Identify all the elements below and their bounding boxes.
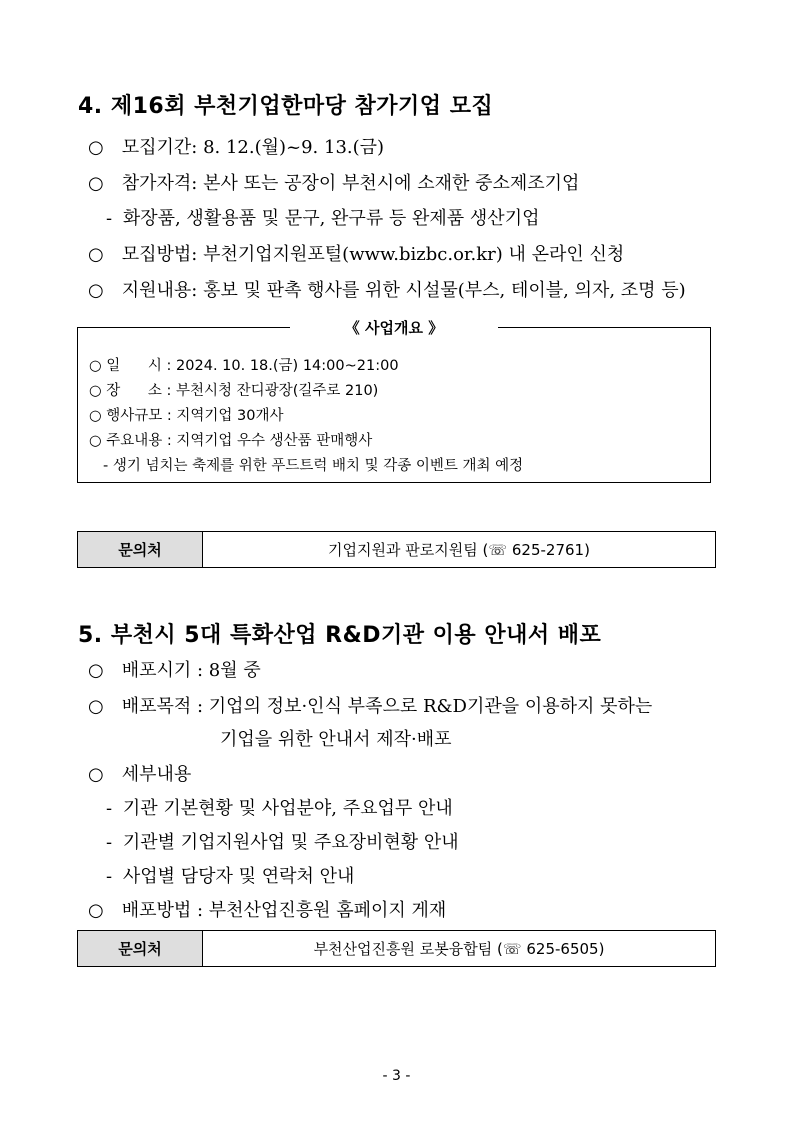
list-item-text: 기관별 기업지원사업 및 주요장비현황 안내 — [122, 832, 459, 853]
list-item — [88, 656, 261, 682]
list-item — [88, 692, 652, 718]
bullet-dash: - — [103, 458, 109, 474]
list-item-text: 배포방법 : 부천산업진흥원 홈페이지 게재 — [121, 900, 447, 921]
bullet-circle: ○ — [88, 660, 104, 681]
overview-row — [89, 404, 284, 425]
bullet-circle: ○ — [88, 244, 104, 265]
overview-row-text: 생기 넘치는 축제를 위한 푸드트럭 배치 및 각종 이벤트 개최 예정 — [112, 458, 524, 474]
overview-row — [89, 429, 372, 450]
bullet-circle: ○ — [89, 433, 102, 449]
list-item-text: 세부내용 — [121, 764, 192, 785]
section-4-title: 4. 제16회 부천기업한마당 참가기업 모집 — [78, 94, 494, 119]
overview-row-text: 행사규모 : 지역기업 30개사 — [106, 408, 284, 424]
list-item — [88, 276, 686, 302]
list-item — [88, 133, 384, 159]
list-item-text: 화장품, 생활용품 및 문구, 완구류 등 완제품 생산기업 — [122, 208, 540, 229]
bullet-dash: - — [106, 832, 113, 853]
contact-label: 문의처 — [78, 931, 203, 966]
bullet-circle: ○ — [88, 696, 104, 717]
bullet-dash: - — [106, 798, 113, 819]
overview-row-text: 주요내용 : 지역기업 우수 생산품 판매행사 — [106, 433, 373, 449]
bullet-circle: ○ — [88, 900, 104, 921]
bullet-circle: ○ — [88, 280, 104, 301]
bullet-circle: ○ — [89, 383, 102, 399]
overview-row-text: 일 시 : 2024. 10. 18.(금) 14:00~21:00 — [106, 358, 399, 374]
overview-row — [89, 354, 399, 375]
list-item — [88, 760, 191, 786]
list-sub-item — [106, 794, 453, 820]
list-item-text: 지원내용: 홍보 및 판촉 행사를 위한 시설물(부스, 테이블, 의자, 조명 등) — [121, 280, 686, 301]
bullet-dash: - — [106, 208, 113, 229]
list-item-continuation: 기업을 위한 안내서 제작·배포 — [220, 729, 452, 750]
list-sub-item — [106, 828, 459, 854]
overview-row — [89, 379, 378, 400]
list-item-text: 모집기간: 8. 12.(월)~9. 13.(금) — [121, 137, 385, 158]
list-item-text: 배포시기 : 8월 중 — [121, 660, 261, 681]
bullet-circle: ○ — [89, 358, 102, 374]
list-sub-item — [106, 204, 539, 230]
list-item — [88, 240, 624, 266]
list-item — [88, 169, 579, 195]
bullet-circle: ○ — [88, 137, 104, 158]
bullet-circle: ○ — [88, 173, 104, 194]
bullet-circle: ○ — [88, 764, 104, 785]
section-5-title: 5. 부천시 5대 특화산업 R&D기관 이용 안내서 배포 — [78, 623, 602, 648]
list-item-text: 사업별 담당자 및 연락처 안내 — [122, 866, 355, 887]
contact-table — [77, 930, 716, 967]
contact-value: 부천산업진흥원 로봇융합팀 (☏ 625-6505) — [313, 940, 605, 958]
overview-title: 《 사업개요 》 — [290, 316, 498, 340]
page-number: - 3 - — [382, 1068, 411, 1084]
contact-table — [77, 531, 716, 568]
list-sub-item — [106, 862, 354, 888]
list-item-text: 배포목적 : 기업의 정보·인식 부족으로 R&D기관을 이용하지 못하는 — [121, 696, 653, 717]
overview-row — [103, 454, 523, 475]
bullet-dash: - — [106, 866, 113, 887]
contact-label: 문의처 — [78, 532, 203, 567]
contact-value: 기업지원과 판로지원팀 (☏ 625-2761) — [328, 541, 590, 559]
list-item-text: 모집방법: 부천기업지원포털(www.bizbc.or.kr) 내 온라인 신청 — [121, 244, 625, 265]
list-item — [88, 896, 446, 922]
list-item-text: 참가자격: 본사 또는 공장이 부천시에 소재한 중소제조기업 — [121, 173, 580, 194]
overview-row-text: 장 소 : 부천시청 잔디광장(길주로 210) — [106, 383, 379, 399]
list-item-text: 기관 기본현황 및 사업분야, 주요업무 안내 — [122, 798, 453, 819]
bullet-circle: ○ — [89, 408, 102, 424]
